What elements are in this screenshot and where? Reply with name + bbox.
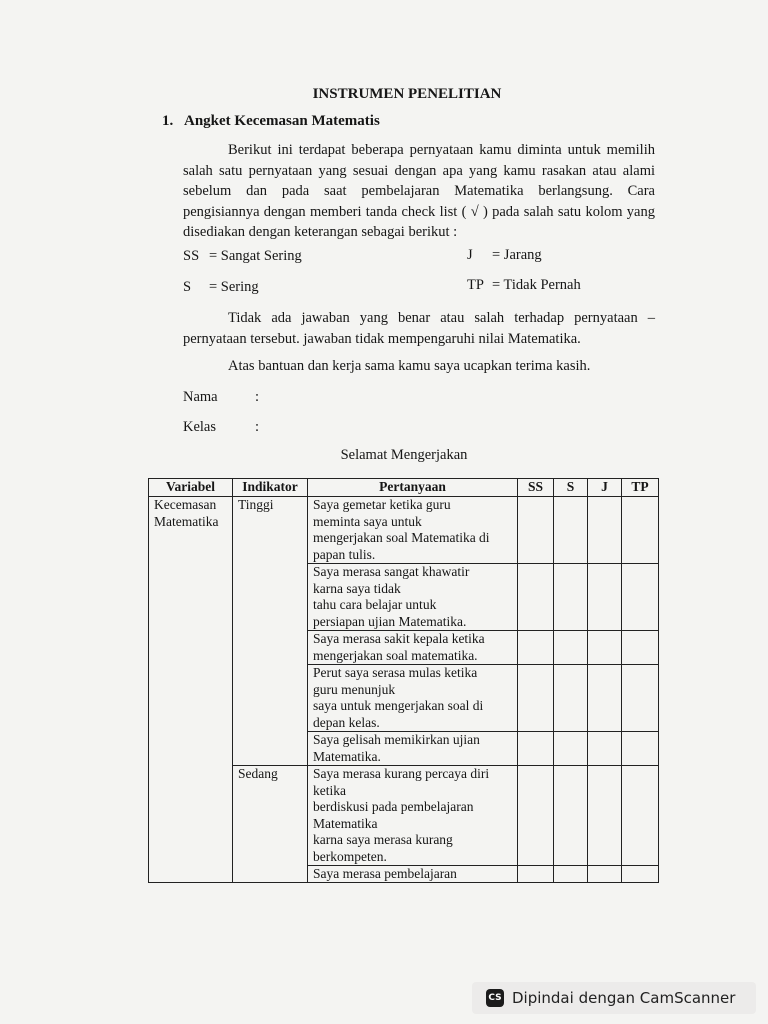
name-label: Nama	[183, 389, 218, 405]
question-line: Matematika.	[313, 748, 381, 764]
question-line: berkompeten.	[313, 848, 387, 864]
header-tp: TP	[622, 479, 659, 497]
answer-ss-cell[interactable]	[518, 866, 554, 883]
question-line: Perut saya serasa mulas ketika	[313, 665, 478, 680]
question-line: ketika	[313, 782, 346, 798]
question-line: guru menunjuk	[313, 681, 396, 697]
note-paragraph	[183, 308, 655, 349]
answer-s-cell[interactable]	[554, 665, 588, 732]
question-line: meminta saya untuk	[313, 513, 422, 529]
answer-ss-cell[interactable]	[518, 564, 554, 631]
answer-ss-cell[interactable]	[518, 665, 554, 732]
question-line: Saya merasa sakit kepala ketika	[313, 631, 485, 646]
camscanner-logo-icon: CS	[486, 989, 504, 1007]
question-line: saya untuk mengerjakan soal di	[313, 698, 484, 713]
question-line: persiapan ujian Matematika.	[313, 613, 467, 629]
legend-j-code: J	[467, 247, 473, 263]
answer-j-cell[interactable]	[588, 866, 622, 883]
answer-s-cell[interactable]	[554, 766, 588, 866]
question-line: Saya merasa pembelajaran	[313, 866, 457, 881]
question-cell	[308, 497, 518, 564]
answer-ss-cell[interactable]	[518, 732, 554, 766]
question-cell	[308, 866, 518, 883]
answer-tp-cell[interactable]	[622, 732, 659, 766]
question-line: Saya merasa sangat khawatir	[313, 564, 470, 579]
table-row	[149, 497, 659, 564]
legend-ss-meaning: = Sangat Sering	[209, 248, 302, 264]
thanks-paragraph	[183, 356, 655, 377]
header-indikator: Indikator	[233, 479, 308, 497]
answer-tp-cell[interactable]	[622, 631, 659, 665]
question-cell	[308, 631, 518, 665]
header-pertanyaan: Pertanyaan	[308, 479, 518, 497]
closing-text: Selamat Mengerjakan	[340, 447, 468, 463]
question-cell	[308, 732, 518, 766]
question-line: tahu cara belajar untuk	[313, 597, 437, 612]
section-number: 1.	[162, 113, 174, 129]
answer-tp-cell[interactable]	[622, 564, 659, 631]
answer-j-cell[interactable]	[588, 766, 622, 866]
variable-cell: Kecemasan Matematika	[149, 497, 233, 883]
legend-tp-code: TP	[467, 277, 484, 293]
question-line: karna saya merasa kurang	[313, 832, 453, 847]
question-line: karna saya tidak	[313, 580, 401, 596]
answer-s-cell[interactable]	[554, 732, 588, 766]
question-line: berdiskusi pada pembelajaran	[313, 799, 474, 814]
question-cell	[308, 766, 518, 866]
indicator-high-cell: Tinggi	[233, 497, 308, 766]
answer-ss-cell[interactable]	[518, 766, 554, 866]
answer-s-cell[interactable]	[554, 866, 588, 883]
thanks-text: Atas bantuan dan kerja sama kamu saya ucapkan terima kasih.	[228, 358, 591, 374]
legend-s-meaning: = Sering	[209, 279, 259, 295]
section-title: Angket Kecemasan Matematis	[184, 113, 380, 129]
camscanner-text: Dipindai dengan CamScanner	[512, 989, 736, 1007]
legend-s-code: S	[183, 279, 192, 295]
question-line: papan tulis.	[313, 546, 376, 562]
legend-j-meaning: = Jarang	[492, 247, 542, 263]
class-colon: :	[255, 419, 260, 435]
intro-paragraph	[183, 140, 655, 243]
legend-ss-code: SS	[183, 248, 200, 264]
question-line: Saya gemetar ketika guru	[313, 497, 451, 512]
answer-s-cell[interactable]	[554, 564, 588, 631]
answer-tp-cell[interactable]	[622, 766, 659, 866]
answer-ss-cell[interactable]	[518, 631, 554, 665]
camscanner-badge	[472, 982, 756, 1014]
intro-text: Berikut ini terdapat beberapa pernyataan kamu diminta untuk memilih salah satu pernyataan yang sesuai dengan apa yang kamu rasakan atau alami sebelum dan pada saat pembelajaran Matematika berlangsung. Cara pengisiannya dengan memberi tanda check list ( √ ) pada salah satu kolom yang disediakan dengan keterangan sebagai berikut :	[183, 142, 655, 240]
table-header-row	[149, 479, 659, 497]
answer-ss-cell[interactable]	[518, 497, 554, 564]
answer-j-cell[interactable]	[588, 564, 622, 631]
answer-tp-cell[interactable]	[622, 866, 659, 883]
answer-j-cell[interactable]	[588, 497, 622, 564]
answer-j-cell[interactable]	[588, 665, 622, 732]
header-ss: SS	[518, 479, 554, 497]
class-label: Kelas	[183, 419, 217, 435]
answer-s-cell[interactable]	[554, 631, 588, 665]
legend-tp-meaning: = Tidak Pernah	[492, 277, 581, 293]
question-line: depan kelas.	[313, 714, 380, 730]
header-j: J	[588, 479, 622, 497]
indicator-medium-cell: Sedang	[233, 766, 308, 883]
header-variabel: Variabel	[149, 479, 233, 497]
question-line: Saya gelisah memikirkan ujian	[313, 732, 480, 747]
question-line: mengerjakan soal Matematika di	[313, 530, 490, 545]
header-s: S	[554, 479, 588, 497]
answer-tp-cell[interactable]	[622, 665, 659, 732]
name-colon: :	[255, 389, 260, 405]
answer-s-cell[interactable]	[554, 497, 588, 564]
question-cell	[308, 564, 518, 631]
question-line: Matematika	[313, 815, 378, 831]
question-line: Saya merasa kurang percaya diri	[313, 766, 490, 781]
question-cell	[308, 665, 518, 732]
note-text: Tidak ada jawaban yang benar atau salah terhadap pernyataan – pernyataan tersebut. jawaban tidak mempengaruhi nilai Matematika.	[183, 310, 655, 347]
answer-tp-cell[interactable]	[622, 497, 659, 564]
question-line: mengerjakan soal matematika.	[313, 647, 478, 663]
questionnaire-table	[148, 478, 659, 883]
answer-j-cell[interactable]	[588, 732, 622, 766]
document-title: INSTRUMEN PENELITIAN	[312, 86, 502, 102]
answer-j-cell[interactable]	[588, 631, 622, 665]
